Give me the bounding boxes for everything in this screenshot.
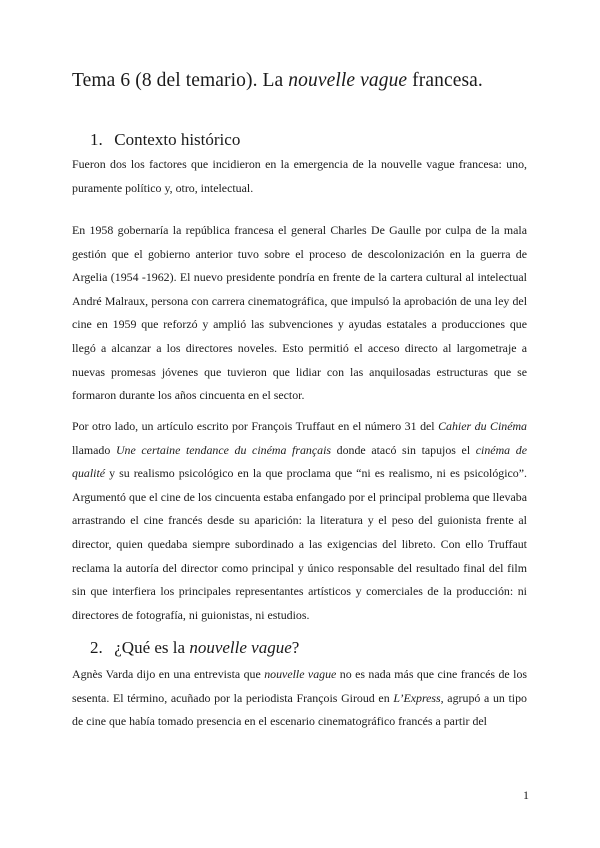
section-heading-que-es: 2. ¿Qué es la nouvelle vague?	[90, 638, 300, 657]
paragraph-de-gaulle: En 1958 gobernaría la república francesa el general Charles De Gaulle por culpa de la mala gestión que el gobierno anterior tuvo sobre el proceso de descolonización en la guerra de Argelia (1954 -1962). El nuevo presidente pondría en frente de la cartera cultural al intelectual André Malraux, persona con carrera cinematográfica, que impulsó la aprobación de una ley del cine en 1959 que reforzó y amplió las subvenciones y ayudas estatales a producciones que llegó a alcanzar a los directores noveles. Esto permitió el acceso directo al largometraje a nuevas promesas jóvenes que tuvieron que lidiar con las anquilosadas estructuras que se formaron durante los años cincuenta en el sector.	[72, 223, 527, 403]
page-number: 1	[523, 788, 529, 802]
paragraph-truffaut: Por otro lado, un artículo escrito por François Truffaut en el número 31 del Cahier du Cinéma llamado Une certaine tendance du cinéma français donde atacó sin tapujos el cinéma de qualité y su realismo psicológico en la que proclama que “ni es realismo, ni es psicológico”. Argumentó que el cine de los cincuenta estaba enfangado por el principal problema que llevaba arrastrando el cine francés desde su aparición: la literatura y el peso del guionista frente al director, quien quedaba siempre subordinado a las exigencias del libreto. Con ello Truffaut reclama la autoría del director como principal y único responsable del resultado final del film sin que interfiera los principales representantes artísticos y comerciales de la producción: ni directores de fotografía, ni guionistas, ni estudios.	[72, 419, 527, 622]
section-heading-contexto: 1. Contexto histórico	[90, 130, 241, 149]
paragraph-factores: Fueron dos los factores que incidieron en la emergencia de la nouvelle vague francesa: uno, puramente político y, otro, intelectual.	[72, 157, 527, 195]
paragraph-varda: Agnès Varda dijo en una entrevista que nouvelle vague no es nada más que cine francés de los sesenta. El término, acuñado por la periodista François Giroud en L’Express, agrupó a un tipo de cine que había tomado presencia en el escenario cinematográfico francés a partir del	[72, 667, 528, 729]
document-title: Tema 6 (8 del temario). La nouvelle vague francesa.	[72, 70, 483, 91]
